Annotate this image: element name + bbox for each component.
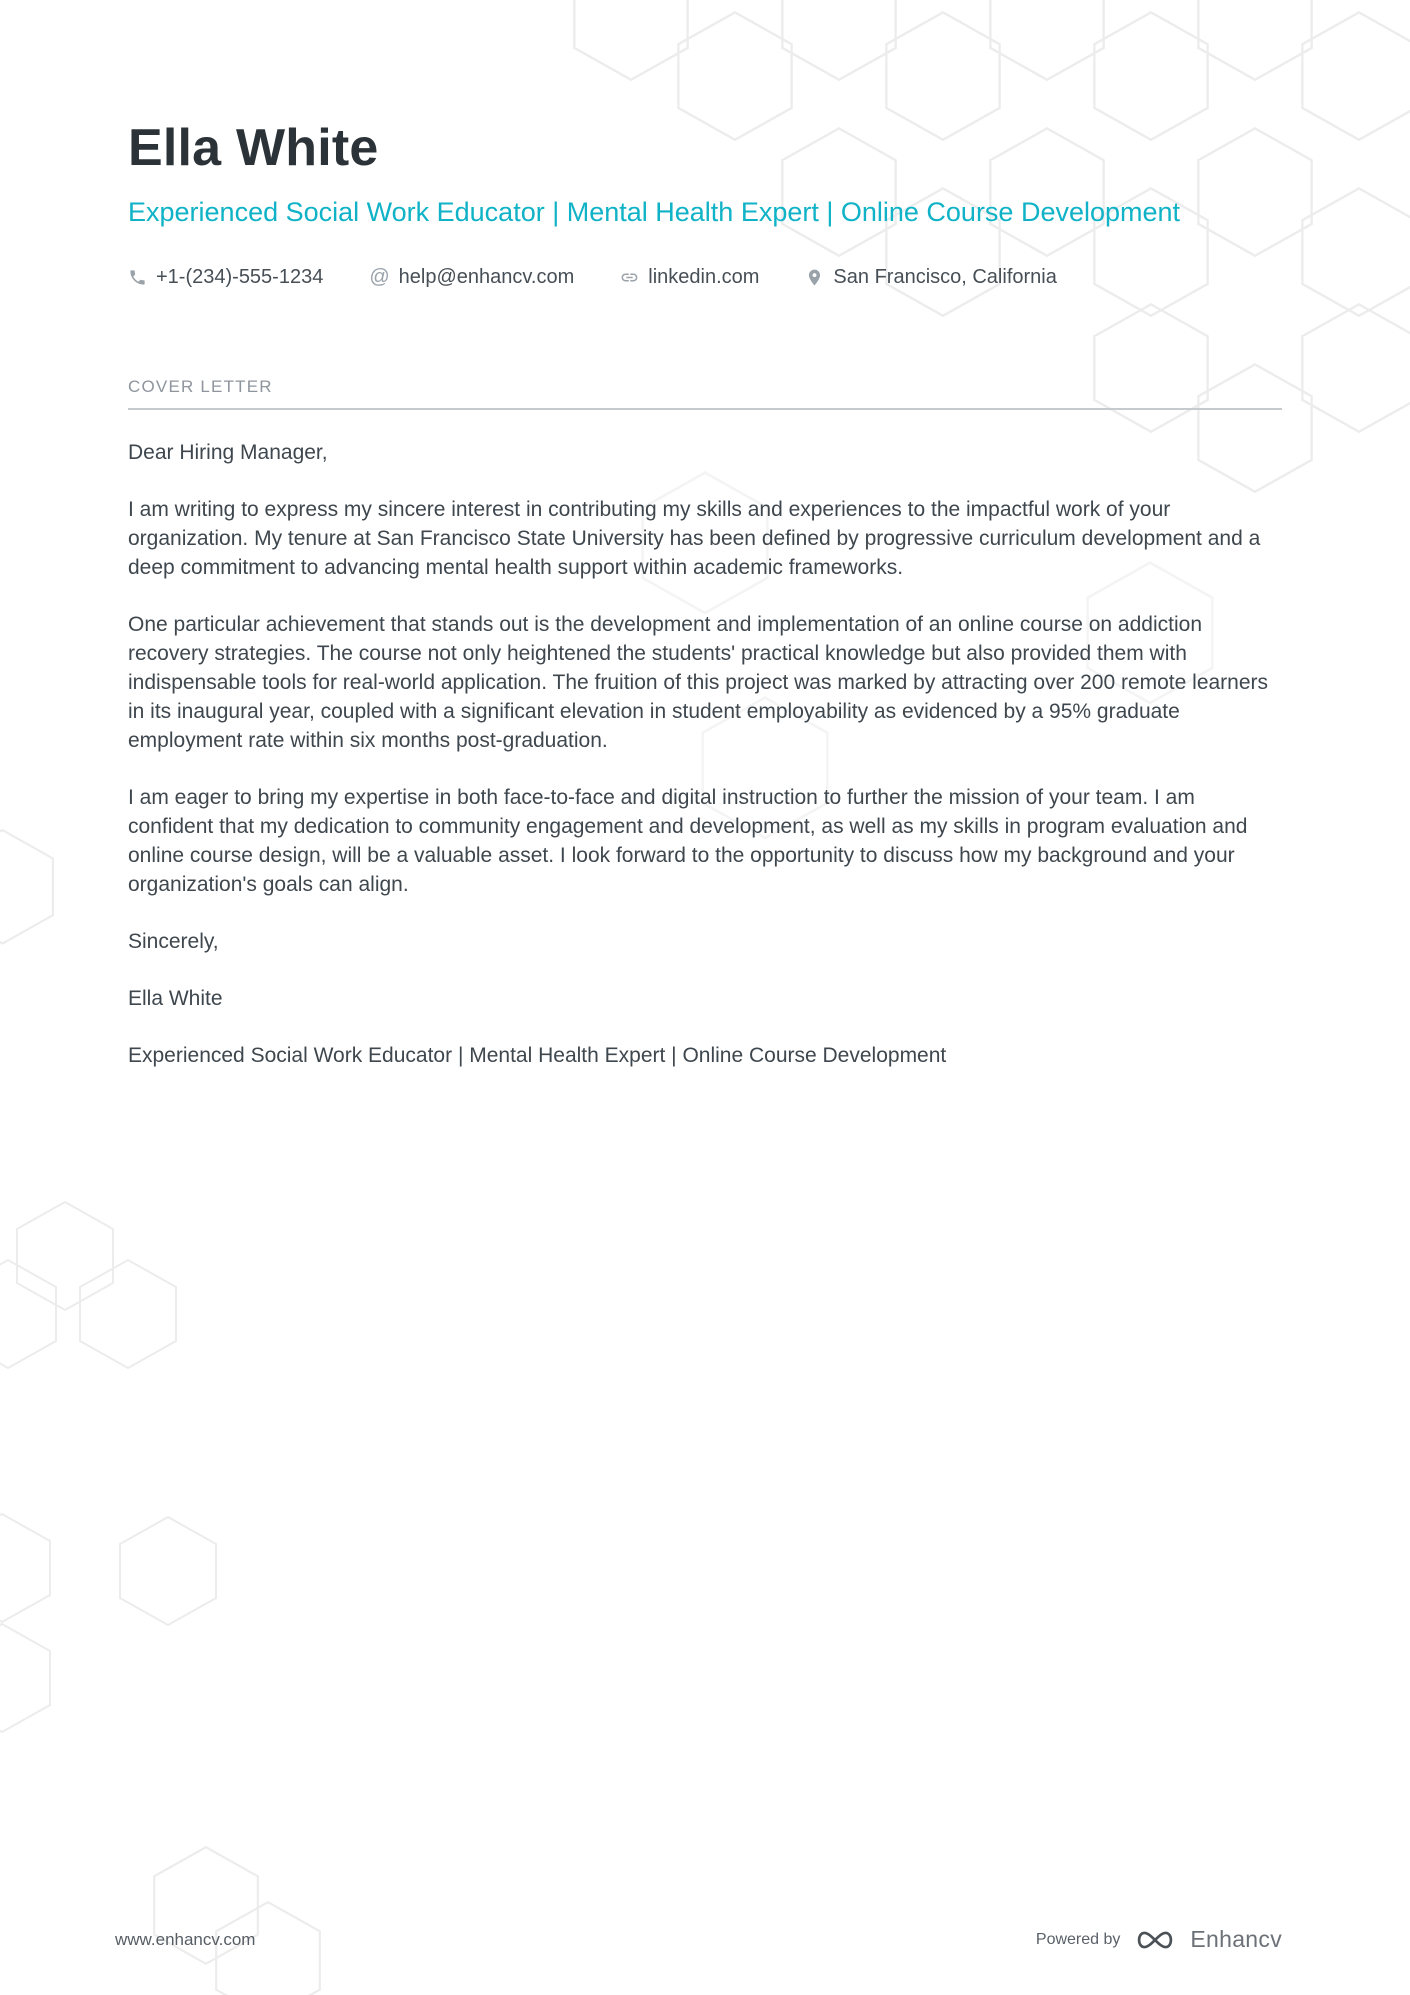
- signature-name: Ella White: [128, 986, 223, 1010]
- signature-title: Experienced Social Work Educator | Mental Health Expert | Online Course Development: [128, 1043, 947, 1067]
- section-label: COVER LETTER: [128, 376, 273, 396]
- enhancv-wordmark: Enhancv: [1190, 1926, 1282, 1952]
- contact-location-text: San Francisco, California: [833, 265, 1057, 288]
- contact-phone-text: +1-(234)-555-1234: [156, 265, 324, 288]
- page-footer: [0, 1926, 1410, 1953]
- closing: Sincerely,: [128, 929, 219, 953]
- hexagon-icon: [0, 1258, 58, 1370]
- paragraph-2: One particular achievement that stands out is the development and implementation of an online course on addiction recovery strategies. The course not only heightened the students' practical knowledge but also provided them with indispensable tools for real-world application. The fruition of this project was marked by attracting over 200 remote learners in its inaugural year, coupled with a significant elevation in student employability as evidenced by a 95% graduate employment rate within six months post-graduation.: [128, 612, 1269, 752]
- hexagon-icon: [118, 1515, 218, 1627]
- link-icon: [620, 268, 639, 287]
- contact-email-text: help@enhancv.com: [398, 265, 575, 288]
- phone-icon: [128, 268, 147, 287]
- hexagon-icon: [15, 1200, 115, 1312]
- contact-row: [128, 266, 1282, 289]
- salutation: Dear Hiring Manager,: [128, 440, 328, 464]
- location-icon: [805, 268, 824, 287]
- contact-linkedin-text: linkedin.com: [648, 265, 760, 288]
- enhancv-logo-icon: [1132, 1927, 1178, 1953]
- cover-letter-section: [128, 377, 1282, 1070]
- footer-website-link[interactable]: www.enhancv.com: [115, 1929, 256, 1949]
- hexagon-icon: [0, 1512, 52, 1624]
- paragraph-3: I am eager to bring my expertise in both face-to-face and digital instruction to further the mission of your team. I am confident that my dedication to community engagement and development, as well as my skills in program evaluation and online course design, will be a valuable asset. I look forward to the opportunity to discuss how my background and your organization's goals can align.: [128, 785, 1248, 896]
- contact-location: [805, 266, 1056, 289]
- hexagon-icon: [78, 1258, 178, 1370]
- person-title: Experienced Social Work Educator | Mental Health Expert | Online Course Development: [128, 197, 1181, 227]
- person-name: Ella White: [128, 119, 379, 177]
- powered-by-link[interactable]: [1036, 1926, 1282, 1953]
- hexagon-icon: [0, 1622, 52, 1734]
- letter-body: [128, 438, 1282, 1070]
- paragraph-1: I am writing to express my sincere interest in contributing my skills and experiences to the impactful work of your organization. My tenure at San Francisco State University has been defined by progressive curriculum development and a deep commitment to advancing mental health support within academic frameworks.: [128, 497, 1261, 579]
- contact-linkedin[interactable]: [620, 266, 759, 289]
- contact-email[interactable]: [369, 266, 574, 289]
- at-icon: @: [369, 266, 390, 289]
- contact-phone: [128, 266, 323, 289]
- section-divider: [128, 408, 1282, 410]
- powered-by-label: Powered by: [1035, 1930, 1121, 1948]
- header: [128, 118, 1282, 289]
